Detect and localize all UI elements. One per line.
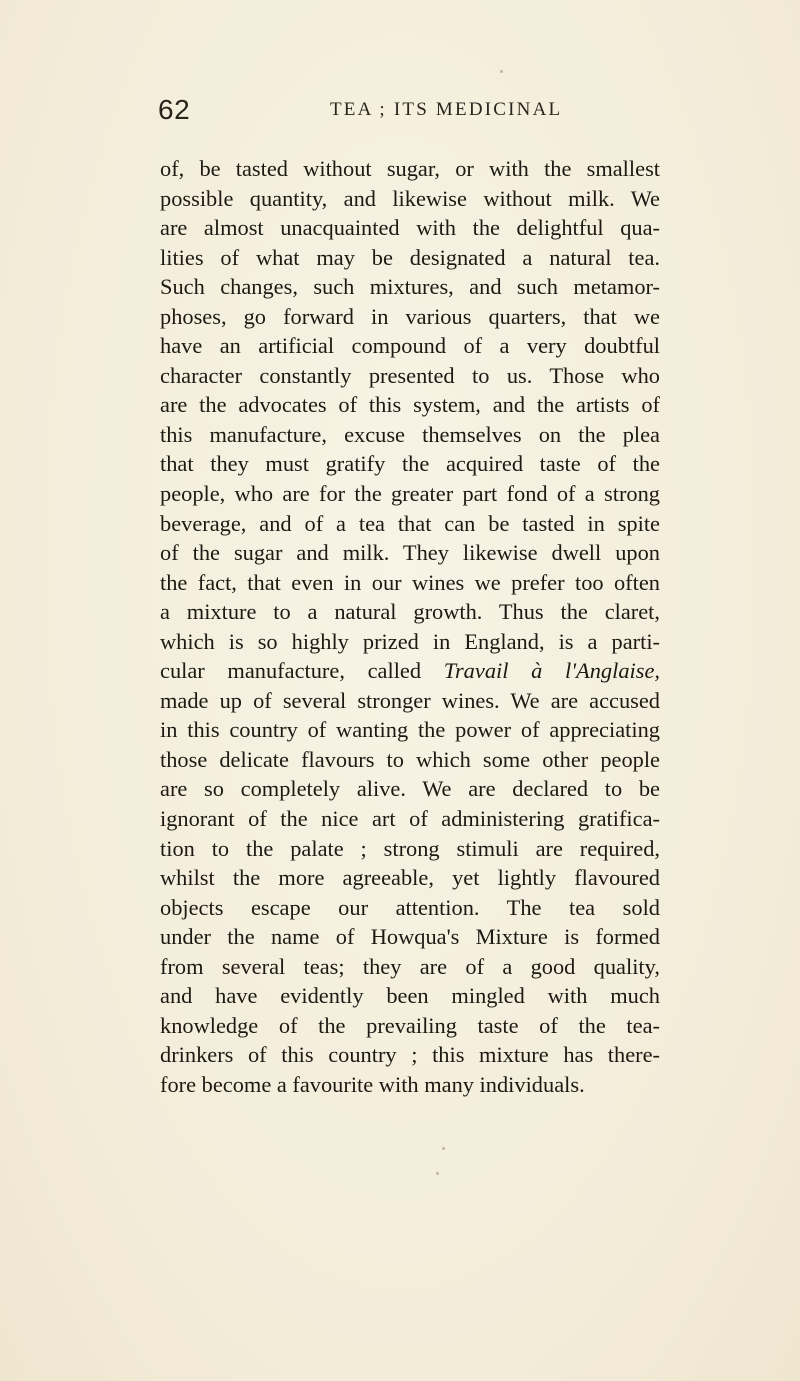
text-line: are the advocates of this system, and the artists of [160, 392, 660, 418]
text-segment: cular manufacture, called [160, 658, 444, 684]
text-line: that they must gratify the acquired taste of the [160, 451, 660, 477]
text-line: which is so highly prized in England, is a parti- [160, 628, 660, 654]
running-head: TEA ; ITS MEDICINAL [330, 99, 563, 120]
text-line: Such changes, such mixtures, and such metamor- [160, 274, 660, 300]
text-line: character constantly presented to us. Those who [160, 362, 660, 388]
paper-speck [436, 1172, 439, 1175]
page-number: 62 [158, 94, 191, 125]
text-line: fore become a favourite with many individuals. [160, 1071, 585, 1097]
text-line: in this country of wanting the power of appreciating [160, 717, 660, 743]
text-line: have an artificial compound of a very doubtful [160, 333, 660, 359]
italic-phrase: Travail à l'Anglaise, [443, 658, 660, 684]
text-line: people, who are for the greater part fond of a strong [160, 481, 660, 507]
text-line: drinkers of this country ; this mixture has there- [160, 1042, 660, 1068]
text-line [160, 656, 660, 686]
text-line: the fact, that even in our wines we prefer too often [160, 569, 660, 595]
text-line: lities of what may be designated a natural tea. [160, 244, 660, 270]
text-line: knowledge of the prevailing taste of the tea- [160, 1012, 660, 1038]
text-line: of the sugar and milk. They likewise dwell upon [160, 540, 660, 566]
text-line: tion to the palate ; strong stimuli are required, [160, 835, 660, 861]
text-line: those delicate flavours to which some other people [160, 746, 660, 772]
text-line: a mixture to a natural growth. Thus the claret, [160, 599, 660, 625]
paper-speck [442, 1147, 445, 1150]
text-line: ignorant of the nice art of administering gratifica- [160, 806, 660, 832]
text-line: this manufacture, excuse themselves on the plea [160, 421, 660, 447]
text-line: whilst the more agreeable, yet lightly flavoured [160, 865, 660, 891]
text-line: are so completely alive. We are declared to be [160, 776, 660, 802]
text-line: beverage, and of a tea that can be tasted in spite [160, 510, 660, 536]
text-line: of, be tasted without sugar, or with the smallest [160, 156, 660, 181]
text-line: are almost unacquainted with the delightful qua- [160, 215, 660, 241]
text-line: objects escape our attention. The tea sold [160, 894, 660, 920]
text-line: phoses, go forward in various quarters, that we [160, 303, 660, 329]
text-line: possible quantity, and likewise without milk. We [160, 185, 660, 211]
text-line: made up of several stronger wines. We are accused [160, 687, 660, 713]
text-line: from several teas; they are of a good quality, [160, 953, 660, 979]
body-text [160, 154, 660, 1100]
text-line: and have evidently been mingled with much [160, 983, 660, 1009]
text-line: under the name of Howqua's Mixture is formed [160, 924, 660, 950]
paper-speck [500, 70, 503, 73]
